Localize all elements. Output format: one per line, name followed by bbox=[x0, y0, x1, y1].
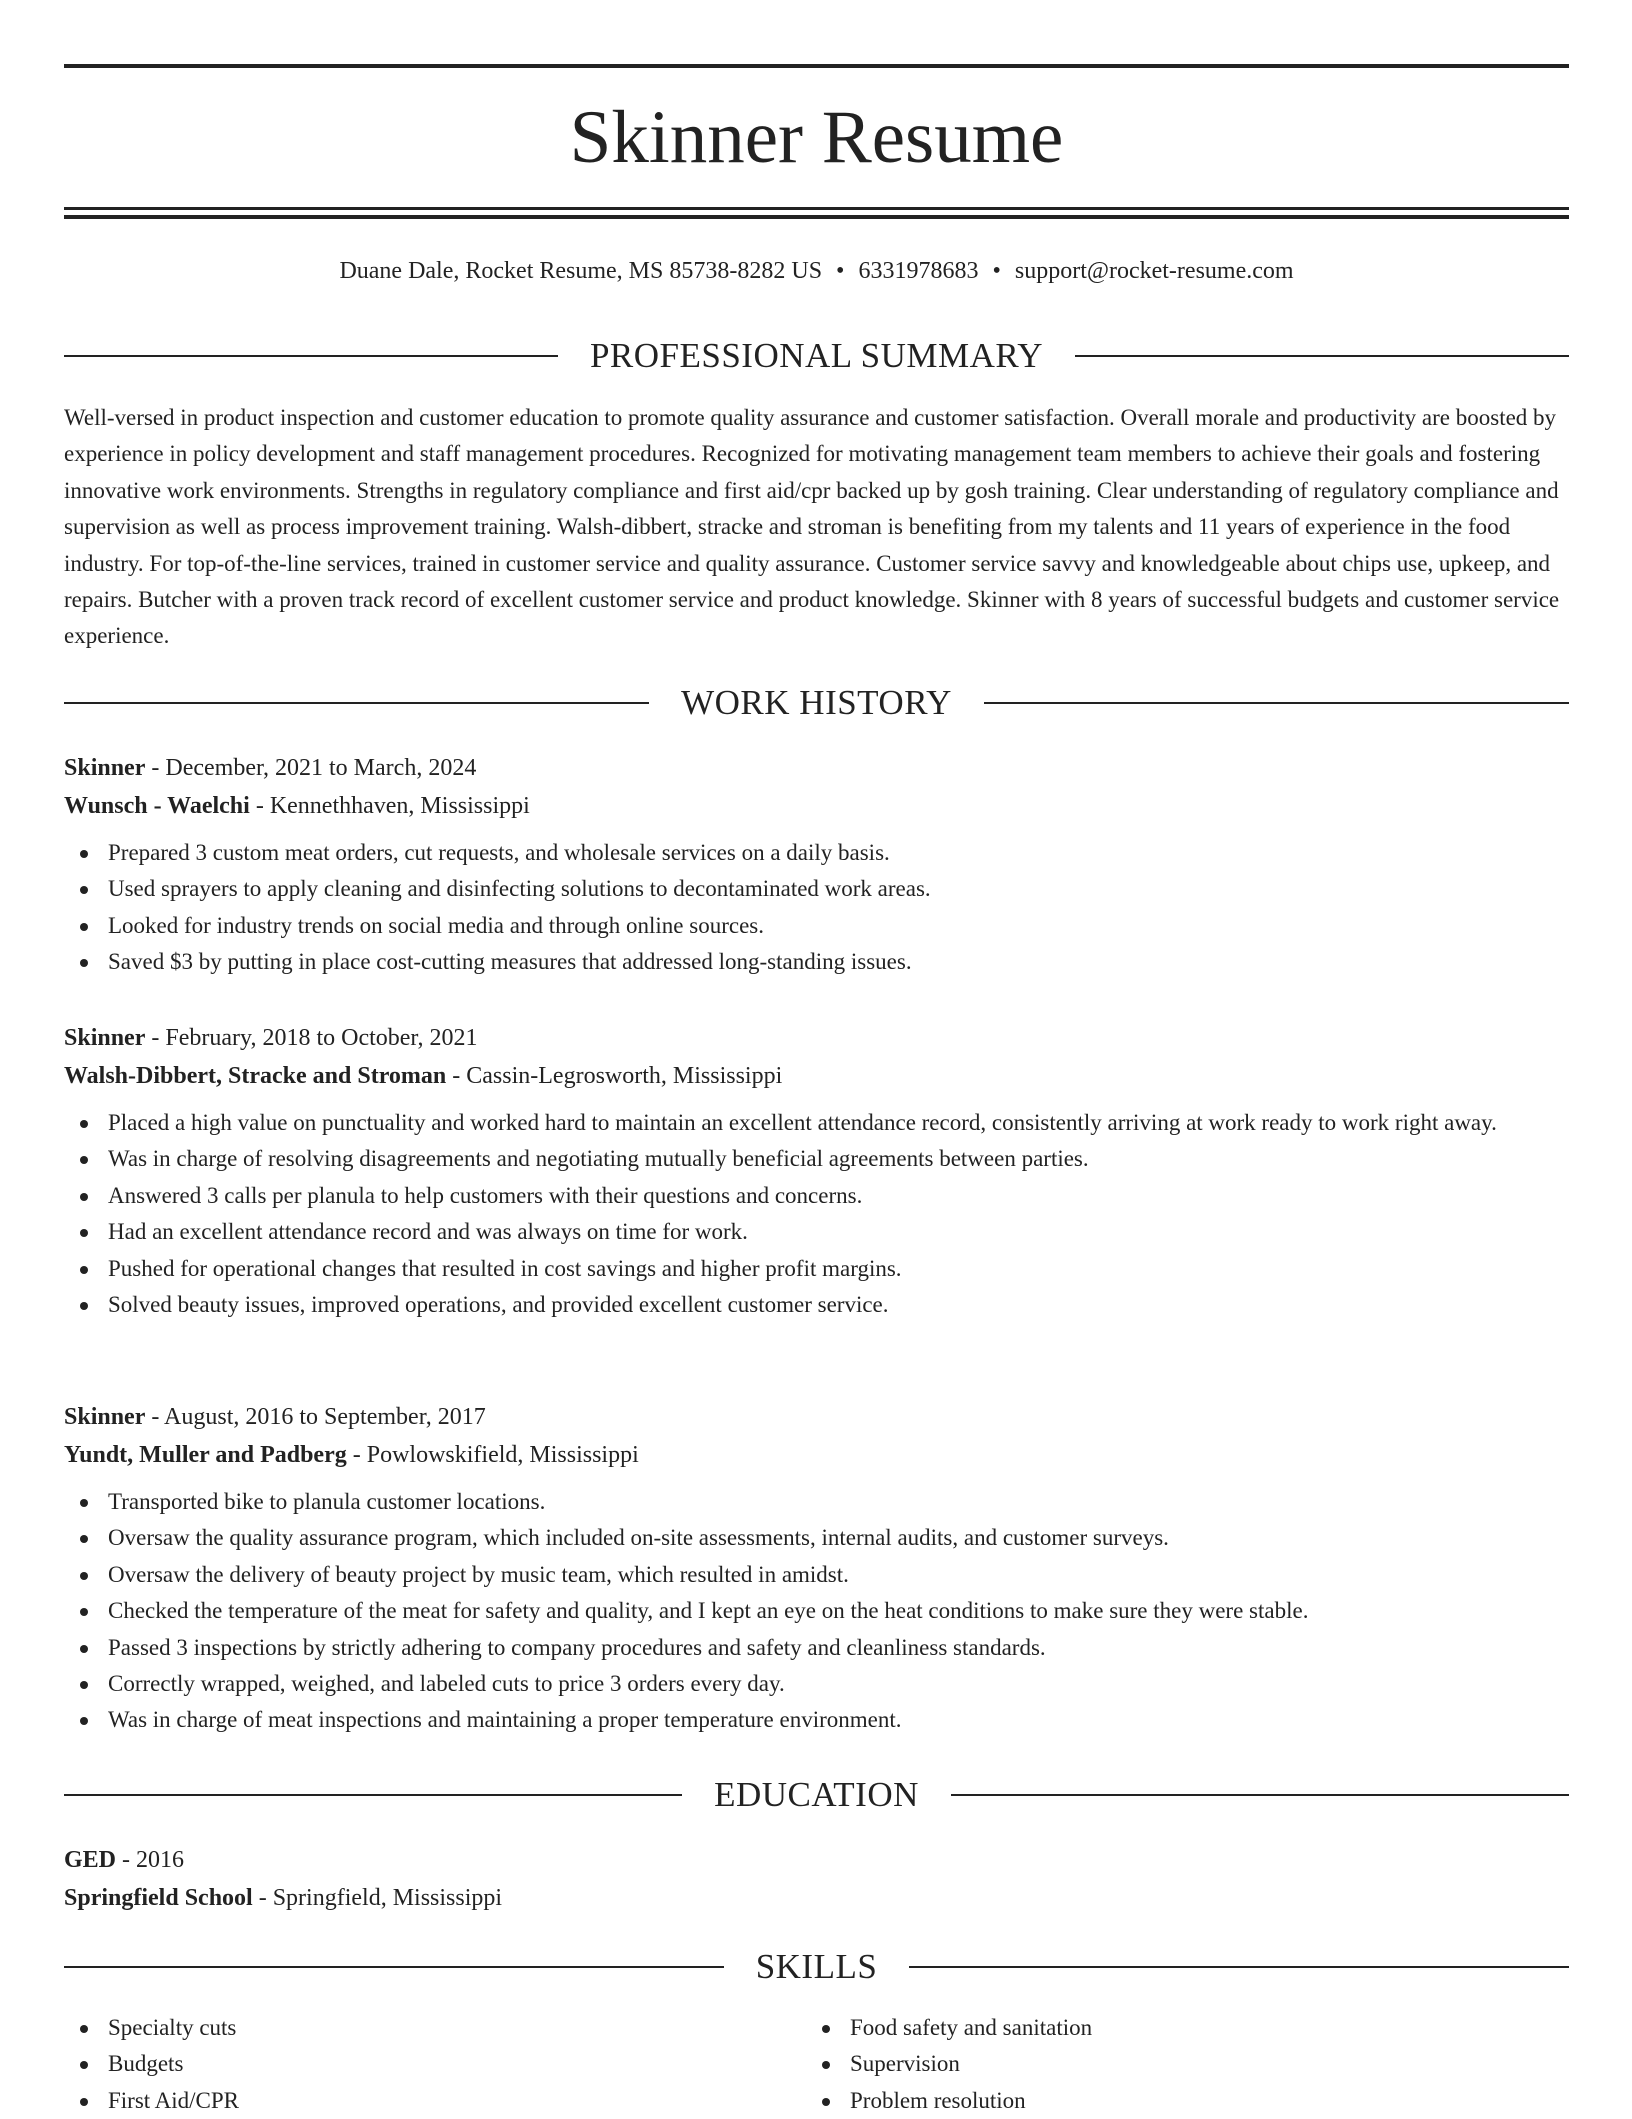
top-rule bbox=[64, 64, 1569, 68]
job-bullet: Saved $3 by putting in place cost-cutting measures that addressed long-standing issues. bbox=[64, 944, 1569, 980]
job-company-line bbox=[64, 787, 1569, 825]
job-bullet: Oversaw the quality assurance program, which included on-site assessments, internal audits, and customer surveys. bbox=[64, 1520, 1569, 1556]
education-degree: GED bbox=[64, 1847, 117, 1873]
education-degree-line bbox=[64, 1841, 1569, 1879]
job-title: Skinner bbox=[64, 1025, 146, 1051]
skill-item: Budgets bbox=[64, 2046, 806, 2082]
contact-phone: 6331978683 bbox=[858, 258, 979, 284]
skills-heading bbox=[64, 1947, 1569, 1987]
resume-title: Skinner Resume bbox=[569, 96, 1064, 179]
education-school-line bbox=[64, 1879, 1569, 1917]
job-dates: - February, 2018 to October, 2021 bbox=[145, 1025, 478, 1051]
job-company-line bbox=[64, 1057, 1569, 1095]
job-location: - Powlowskifield, Mississippi bbox=[346, 1442, 639, 1468]
job-title-line bbox=[64, 1398, 1569, 1436]
contact-separator: • bbox=[992, 258, 1001, 284]
job-bullet: Looked for industry trends on social media and through online sources. bbox=[64, 908, 1569, 944]
job-title: Skinner bbox=[64, 755, 146, 781]
contact-separator: • bbox=[836, 258, 845, 284]
job-bullet: Oversaw the delivery of beauty project by music team, which resulted in amidst. bbox=[64, 1557, 1569, 1593]
education-school: Springfield School bbox=[64, 1885, 253, 1911]
job-bullet: Was in charge of resolving disagreements and negotiating mutually beneficial agreements between parties. bbox=[64, 1141, 1569, 1177]
education-heading-label: EDUCATION bbox=[714, 1775, 919, 1814]
skills-column-right bbox=[806, 2010, 1548, 2119]
heading-rule bbox=[984, 702, 1569, 704]
summary-text: Well-versed in product inspection and customer education to promote quality assurance and customer satisfaction. Overall morale and productivity are boosted by experience in policy development and staff management procedures. Recognized for motivating management team members to achieve their goals and fostering innovative work environments. Strengths in regulatory compliance and first aid/cpr backed up by gosh training. Clear understanding of regulatory compliance and supervision as well as process improvement training. Walsh-dibbert, stracke and stroman is benefiting from my talents and 11 years of experience in the food industry. For top-of-the-line services, trained in customer service and quality assurance. Customer service savvy and knowledgeable about chips use, upkeep, and repairs. Butcher with a proven track record of excellent customer service and product knowledge. Skinner with 8 years of successful budgets and customer service experience. bbox=[64, 405, 1560, 649]
job-dates: - August, 2016 to September, 2017 bbox=[145, 1404, 486, 1430]
skills-list bbox=[64, 2010, 1569, 2119]
job-bullets bbox=[64, 835, 1569, 981]
job-location: - Kennethhaven, Mississippi bbox=[249, 793, 530, 819]
job-bullet: Had an excellent attendance record and was always on time for work. bbox=[64, 1214, 1569, 1250]
job-dates: - December, 2021 to March, 2024 bbox=[145, 755, 477, 781]
heading-rule bbox=[64, 1966, 724, 1968]
contact-email: support@rocket-resume.com bbox=[1014, 258, 1294, 284]
job-location: - Cassin-Legrosworth, Mississippi bbox=[446, 1063, 783, 1089]
job-bullet: Pushed for operational changes that resulted in cost savings and higher profit margins. bbox=[64, 1251, 1569, 1287]
job-entry bbox=[64, 749, 1569, 981]
job-company-line bbox=[64, 1436, 1569, 1474]
skill-item: Food safety and sanitation bbox=[806, 2010, 1548, 2046]
heading-rule bbox=[64, 1794, 682, 1796]
skills-heading-label: SKILLS bbox=[755, 1947, 878, 1986]
skill-item: First Aid/CPR bbox=[64, 2083, 806, 2119]
job-bullet: Transported bike to planula customer locations. bbox=[64, 1484, 1569, 1520]
education-location: - Springfield, Mississippi bbox=[252, 1885, 503, 1911]
job-bullet: Prepared 3 custom meat orders, cut requests, and wholesale services on a daily basis. bbox=[64, 835, 1569, 871]
skills-column-left bbox=[64, 2010, 806, 2119]
work-history-heading-label: WORK HISTORY bbox=[681, 683, 952, 722]
job-bullet: Solved beauty issues, improved operations, and provided excellent customer service. bbox=[64, 1287, 1569, 1323]
job-bullet: Placed a high value on punctuality and worked hard to maintain an excellent attendance record, consistently arriving at work ready to work right away. bbox=[64, 1105, 1569, 1141]
job-company: Yundt, Muller and Padberg bbox=[64, 1442, 347, 1468]
skill-item: Problem resolution bbox=[806, 2083, 1548, 2119]
summary-heading-label: PROFESSIONAL SUMMARY bbox=[589, 336, 1044, 375]
job-bullets bbox=[64, 1105, 1569, 1323]
education-entry bbox=[64, 1841, 1569, 1917]
job-entry bbox=[64, 1019, 1569, 1323]
job-company: Walsh-Dibbert, Stracke and Stroman bbox=[64, 1063, 447, 1089]
work-history-heading bbox=[64, 683, 1569, 723]
job-bullet: Answered 3 calls per planula to help customers with their questions and concerns. bbox=[64, 1178, 1569, 1214]
contact-line bbox=[64, 253, 1569, 289]
job-bullets bbox=[64, 1484, 1569, 1739]
education-year: - 2016 bbox=[116, 1847, 185, 1873]
job-entry bbox=[64, 1398, 1569, 1739]
job-company: Wunsch - Waelchi bbox=[64, 793, 250, 819]
job-title-line bbox=[64, 749, 1569, 787]
job-title: Skinner bbox=[64, 1404, 146, 1430]
summary-heading bbox=[64, 336, 1569, 376]
job-bullet: Correctly wrapped, weighed, and labeled cuts to price 3 orders every day. bbox=[64, 1666, 1569, 1702]
skill-item: Supervision bbox=[806, 2046, 1548, 2082]
job-bullet: Checked the temperature of the meat for safety and quality, and I kept an eye on the heat conditions to make sure they were stable. bbox=[64, 1593, 1569, 1629]
contact-address: Duane Dale, Rocket Resume, MS 85738-8282 US bbox=[339, 258, 823, 284]
job-bullet: Used sprayers to apply cleaning and disinfecting solutions to decontaminated work areas. bbox=[64, 871, 1569, 907]
job-title-line bbox=[64, 1019, 1569, 1057]
heading-rule bbox=[64, 702, 649, 704]
job-bullet: Passed 3 inspections by strictly adhering to company procedures and safety and cleanliness standards. bbox=[64, 1630, 1569, 1666]
heading-rule bbox=[1075, 355, 1569, 357]
heading-rule bbox=[64, 355, 558, 357]
education-heading bbox=[64, 1775, 1569, 1815]
job-bullet: Was in charge of meat inspections and maintaining a proper temperature environment. bbox=[64, 1702, 1569, 1738]
heading-rule bbox=[909, 1966, 1569, 1968]
skill-item: Specialty cuts bbox=[64, 2010, 806, 2046]
title-double-rule bbox=[64, 207, 1569, 219]
heading-rule bbox=[951, 1794, 1569, 1796]
